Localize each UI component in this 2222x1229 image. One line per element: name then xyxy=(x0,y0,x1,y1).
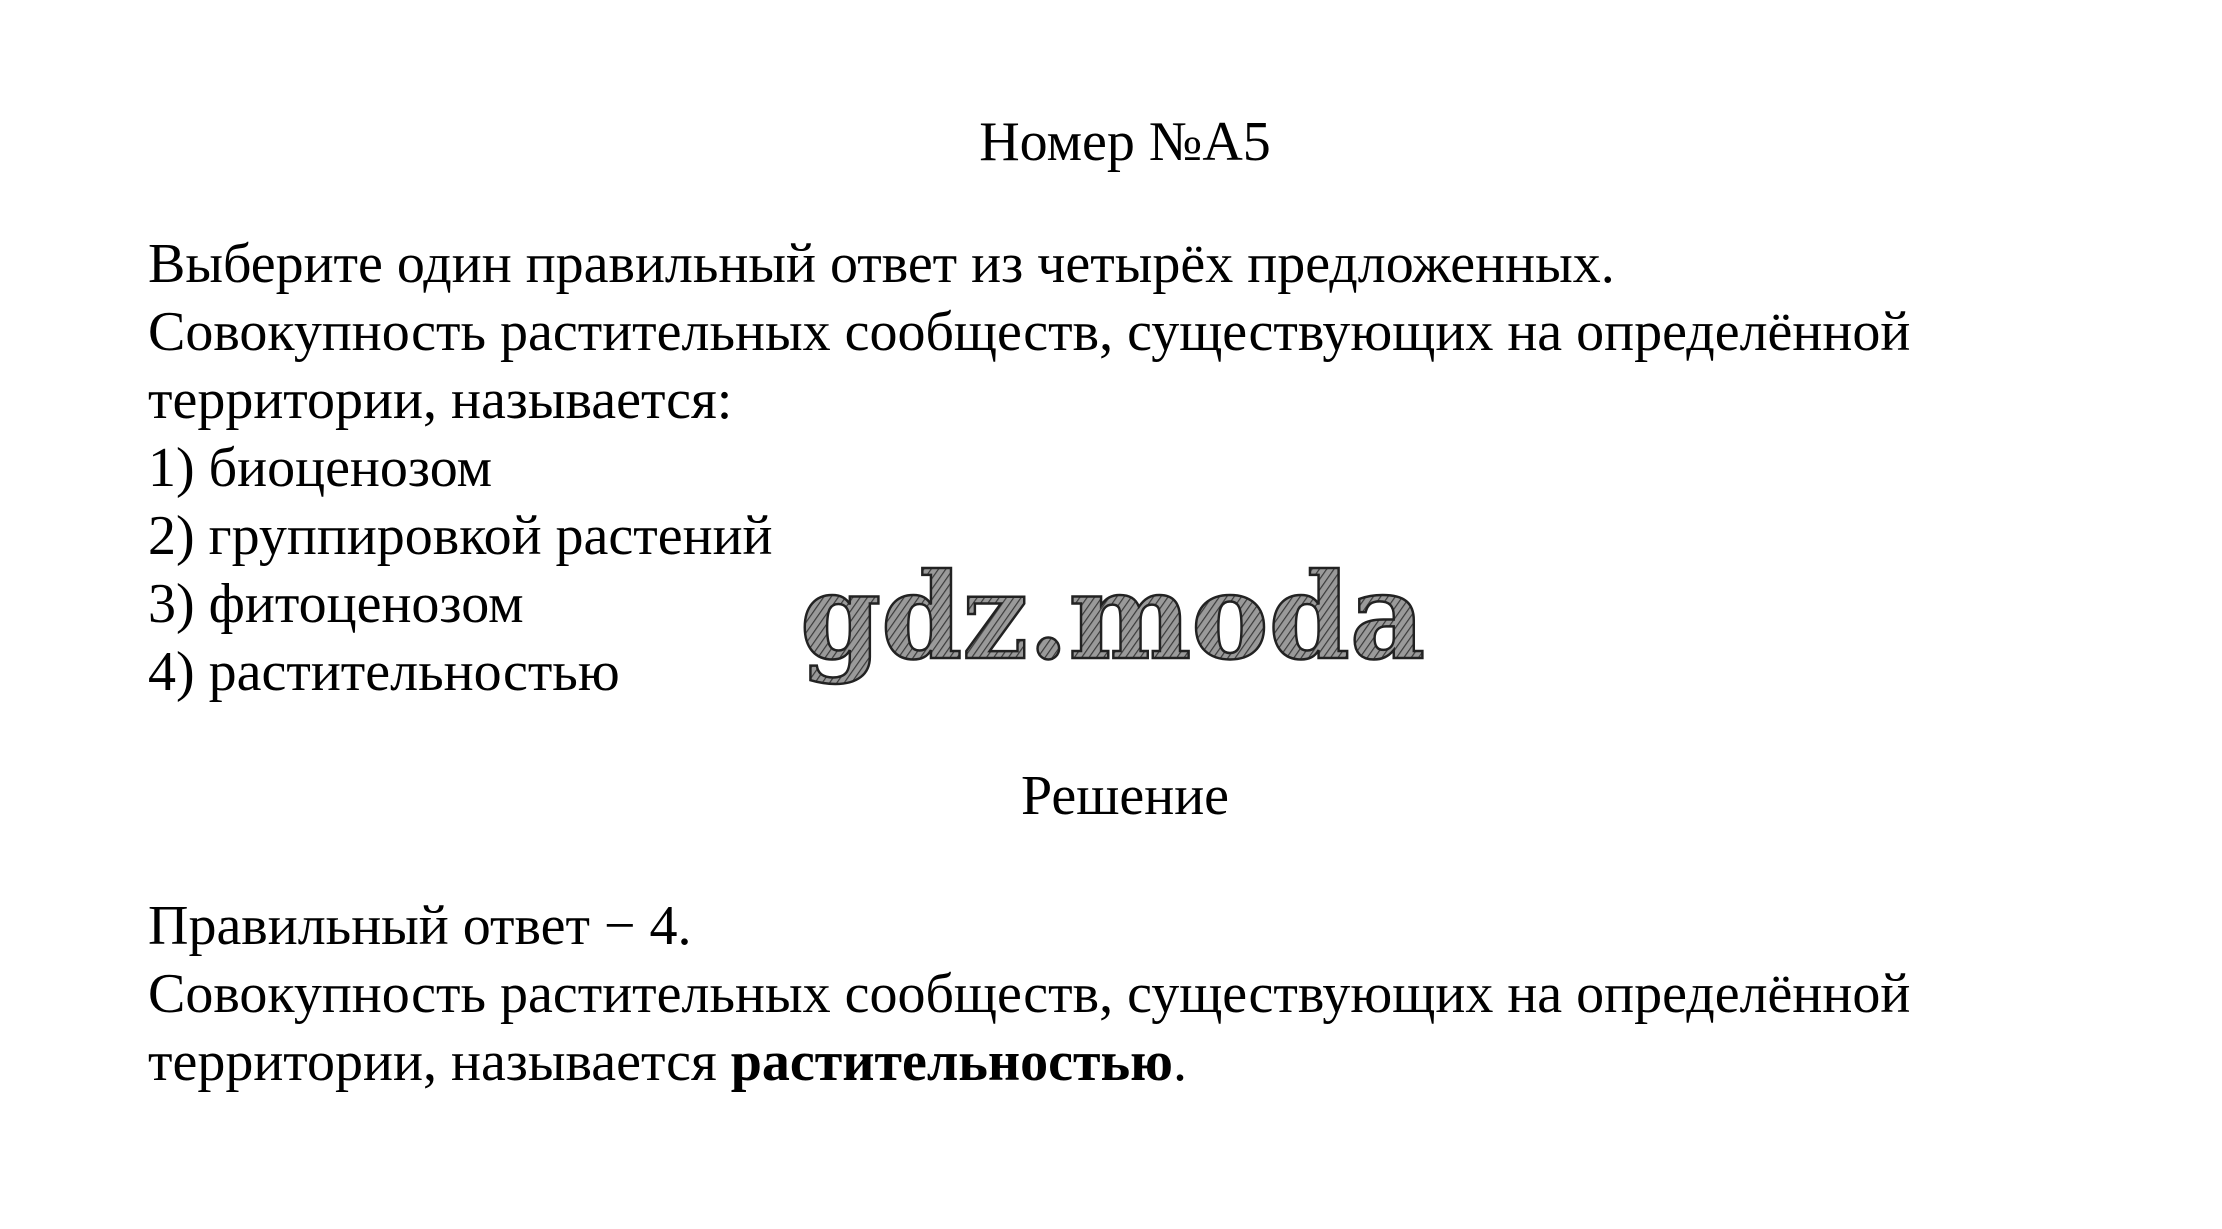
answer-option-3: 3) фитоценозом xyxy=(148,573,524,635)
explanation-prefix: территории, называется xyxy=(148,1031,731,1093)
task-question-line-1: Совокупность растительных сообществ, существующих на определённой xyxy=(148,301,1911,363)
solution-explanation-line-1: Совокупность растительных сообществ, существующих на определённой xyxy=(148,963,1911,1025)
task-question-line-2: территории, называется: xyxy=(148,369,733,431)
watermark-logo xyxy=(790,550,1440,710)
explanation-suffix: . xyxy=(1172,1031,1187,1093)
bold-answer-term: растительностью xyxy=(730,1031,1173,1093)
correct-answer-line: Правильный ответ − 4. xyxy=(148,895,692,957)
page-title: Номер №А5 xyxy=(979,111,1271,173)
answer-option-1: 1) биоценозом xyxy=(148,437,493,499)
answer-option-4: 4) растительностью xyxy=(148,641,620,703)
task-instruction: Выберите один правильный ответ из четырёх предложенных. xyxy=(148,233,1615,295)
answer-option-2: 2) группировкой растений xyxy=(148,505,773,567)
solution-explanation-line-2 xyxy=(148,1028,2148,1096)
solution-block xyxy=(148,892,2148,1096)
solution-heading: Решение xyxy=(1020,765,1230,827)
watermark-text: gdz.moda xyxy=(800,550,1425,686)
